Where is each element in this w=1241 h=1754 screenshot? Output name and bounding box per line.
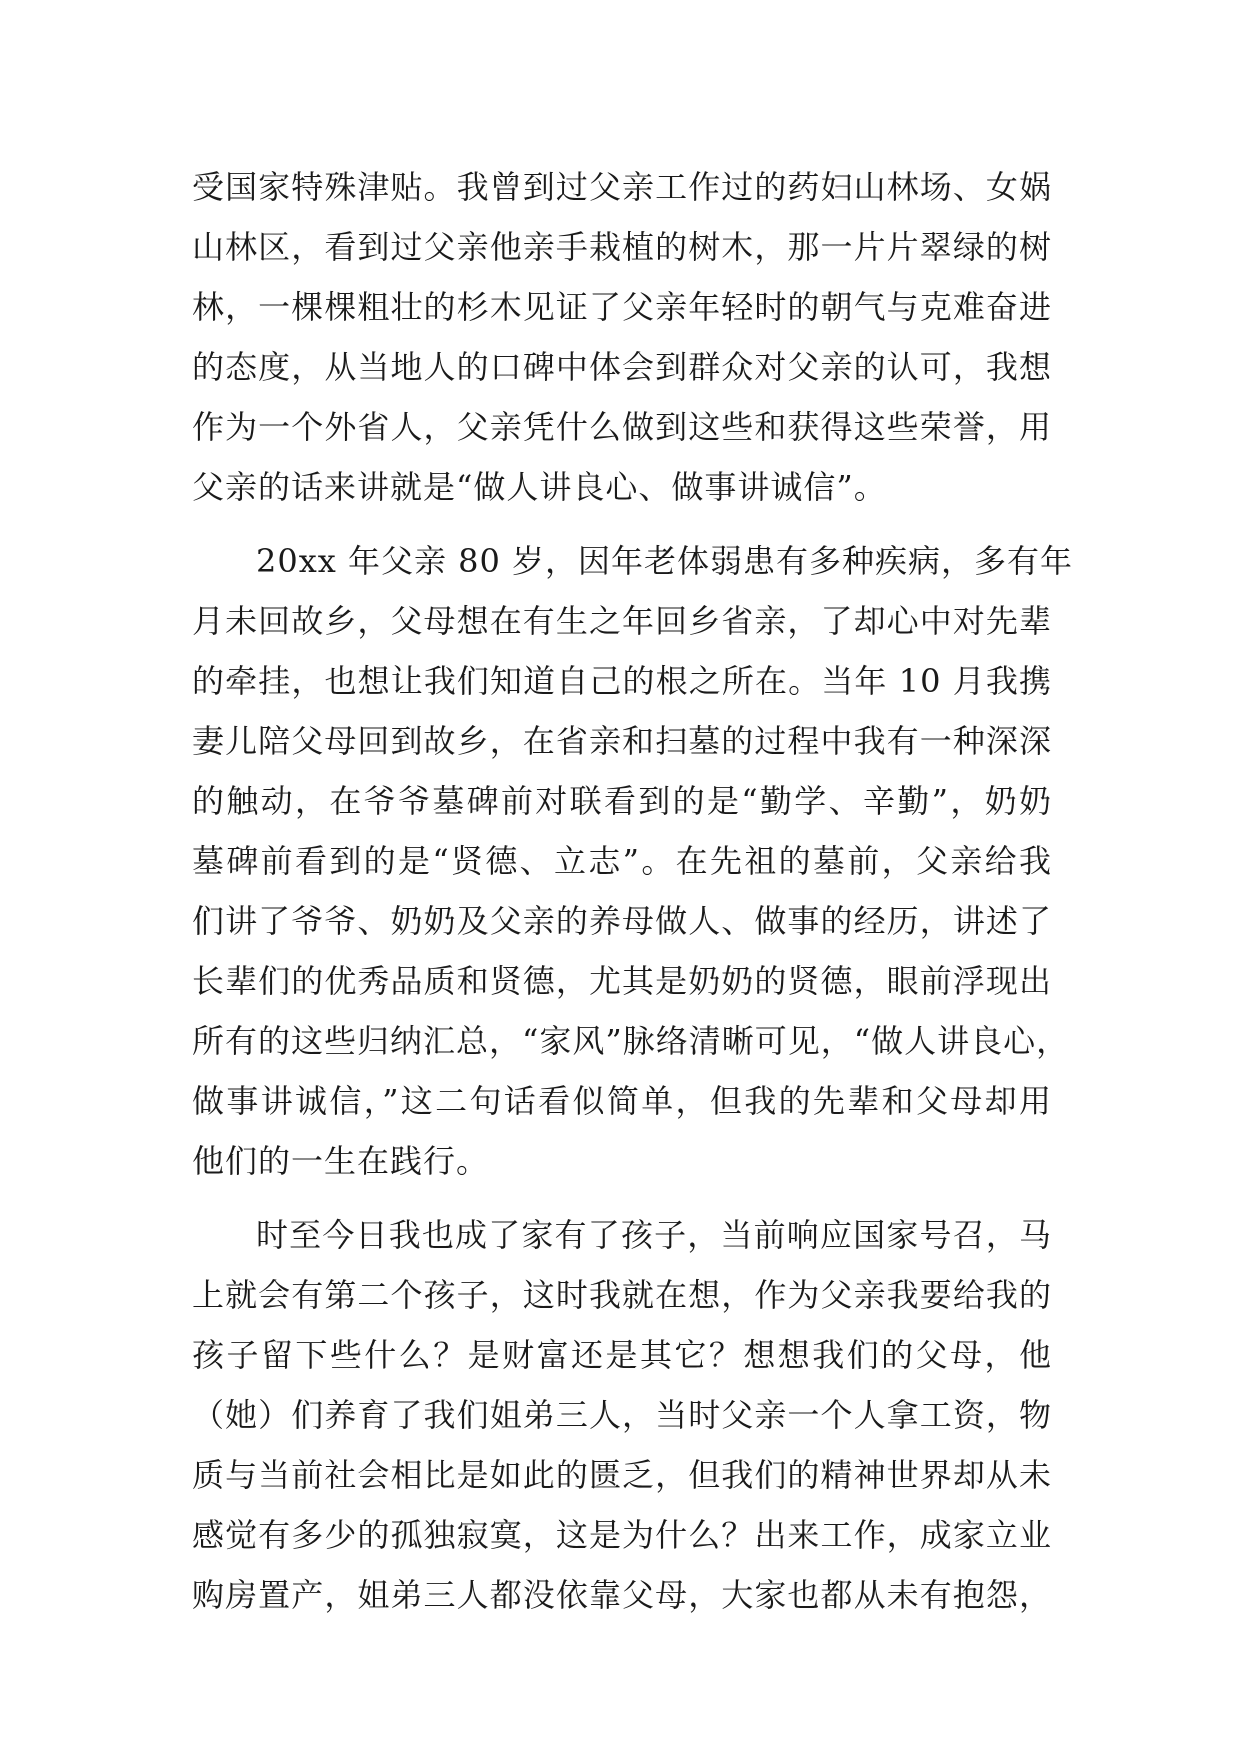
text-line: 山林区，看到过父亲他亲手栽植的树木，那一片片翠绿的树	[192, 228, 1052, 266]
text-line: 感觉有多少的孤独寂寞，这是为什么？出来工作，成家立业	[192, 1516, 1052, 1554]
text-line: 妻儿陪父母回到故乡，在省亲和扫墓的过程中我有一种深深	[192, 722, 1052, 760]
text-line: 做事讲诚信，”这二句话看似简单，但我的先辈和父母却用	[192, 1082, 1052, 1120]
paragraph-1	[192, 157, 1052, 517]
text-line: 购房置产，姐弟三人都没依靠父母，大家也都从未有抱怨，	[192, 1576, 1052, 1614]
text-line: 的态度，从当地人的口碑中体会到群众对父亲的认可，我想	[192, 348, 1052, 386]
text-line: 时至今日我也成了家有了孩子，当前响应国家号召，马	[256, 1216, 1052, 1254]
text-line: 孩子留下些什么？是财富还是其它？想想我们的父母，他	[192, 1336, 1052, 1374]
paragraph-2	[192, 531, 1074, 1191]
text-line: 的触动，在爷爷墓碑前对联看到的是“勤学、辛勤”，奶奶	[192, 782, 1052, 820]
text-line: 父亲的话来讲就是“做人讲良心、做事讲诚信”。	[192, 468, 887, 506]
text-line: 的牵挂，也想让我们知道自己的根之所在。当年 10 月我携	[192, 662, 1052, 700]
body-text	[192, 157, 1074, 1625]
text-line: 们讲了爷爷、奶奶及父亲的养母做人、做事的经历，讲述了	[192, 902, 1052, 940]
text-line: 20xx 年父亲 80 岁，因年老体弱患有多种疾病，多有年	[256, 542, 1074, 580]
text-line: 他们的一生在践行。	[192, 1142, 490, 1180]
text-line: （她）们养育了我们姐弟三人，当时父亲一个人拿工资，物	[192, 1396, 1052, 1434]
text-line: 林，一棵棵粗壮的杉木见证了父亲年轻时的朝气与克难奋进	[192, 288, 1052, 326]
paragraph-3	[192, 1205, 1052, 1625]
text-line: 质与当前社会相比是如此的匮乏，但我们的精神世界却从未	[192, 1456, 1052, 1494]
text-line: 月未回故乡，父母想在有生之年回乡省亲，了却心中对先辈	[192, 602, 1052, 640]
text-line: 所有的这些归纳汇总，“家风”脉络清晰可见，“做人讲良心，	[192, 1022, 1070, 1060]
text-line: 受国家特殊津贴。我曾到过父亲工作过的药妇山林场、女娲	[192, 168, 1052, 206]
text-line: 墓碑前看到的是“贤德、立志”。在先祖的墓前，父亲给我	[192, 842, 1052, 880]
text-line: 上就会有第二个孩子，这时我就在想，作为父亲我要给我的	[192, 1276, 1052, 1314]
text-line: 作为一个外省人，父亲凭什么做到这些和获得这些荣誉，用	[192, 408, 1052, 446]
text-line: 长辈们的优秀品质和贤德，尤其是奶奶的贤德，眼前浮现出	[192, 962, 1052, 1000]
